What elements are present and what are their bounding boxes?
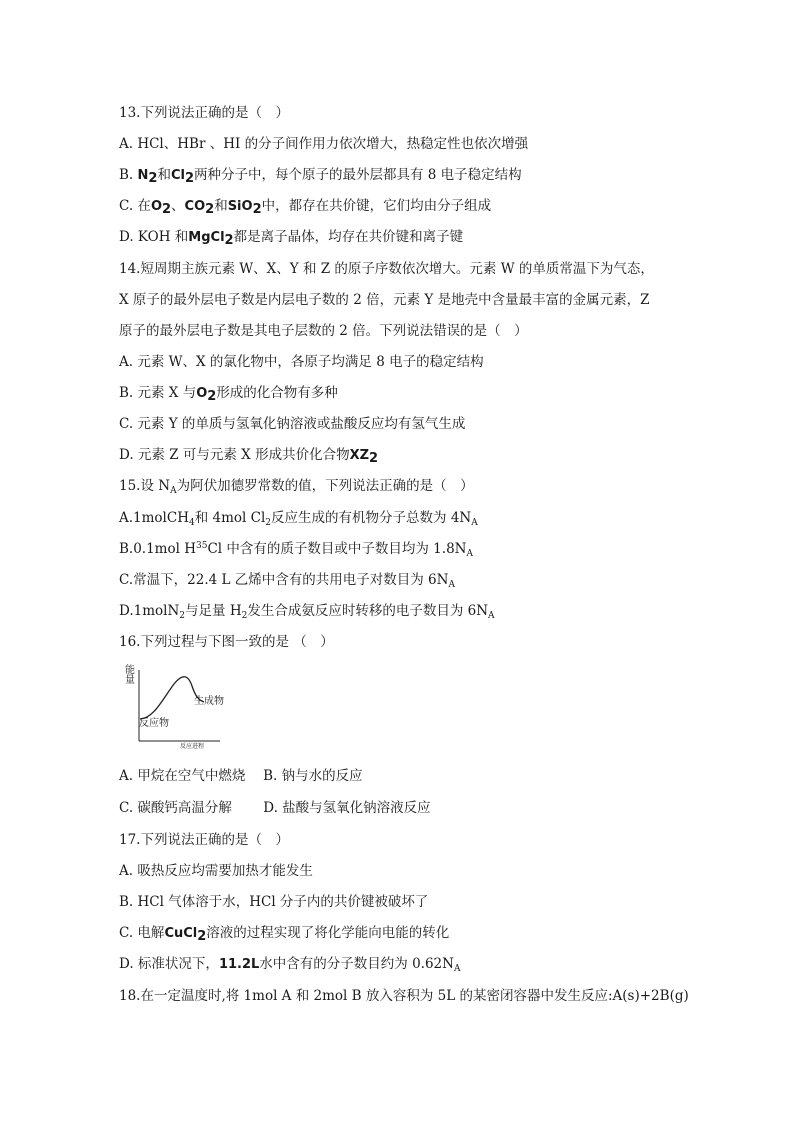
q18-stem: 18.在一定温度时,将 1mol A 和 2mol B 放入容积为 5L 的某密闭容器中发生反应:A(s)+2B(g)	[119, 988, 689, 1004]
q15-option-b: B.0.1mol $H^{35}Cl$ 中含有的质子数目或中子数目均为 $1.8N_A$	[119, 541, 473, 559]
q15-stem: 15.设 $N_A$为阿伏加德罗常数的值，下列说法正确的是（ ）	[119, 478, 474, 496]
energy-axis-label: 能量	[125, 665, 135, 686]
q16-stem: 16.下列过程与下图一致的是 （ ）	[119, 634, 334, 650]
q15-option-a: A.1molCH$_4$和 4mol $Cl_2$反应生成的有机物分子总数为 $4N_A$	[119, 510, 478, 528]
energy-diagram-graphic	[124, 662, 230, 754]
q13-option-a: A. HCl、HBr 、HI 的分子间作用力依次增大，热稳定性也依次增强	[119, 136, 529, 152]
q13-stem: 13.下列说法正确的是（ ）	[119, 105, 289, 121]
energy-diagram	[124, 662, 230, 754]
q15-option-c: C.常温下，22.4 L 乙烯中含有的共用电子对数目为 $6N_A$	[119, 572, 455, 590]
reaction-progress-label: 反应进程	[180, 743, 205, 750]
q14-option-c: C. 元素 Y 的单质与氢氧化钠溶液或盐酸反应均有氢气生成	[119, 416, 466, 432]
q13-option-b: B. $N_2$和$Cl_2$两种分子中，每个原子的最外层都具有 8 电子稳定结构	[119, 167, 522, 186]
q15-option-d: D.1molN$_2$与足量 $H_2$发生合成氨反应时转移的电子数目为 $6N_A$	[119, 603, 495, 621]
q13-option-c: C. 在$O_2$、$CO_2$和SiO$_2$中，都存在共价键，它们均由分子组成	[119, 198, 492, 217]
q13-option-d: D. KOH 和MgCl$_2$都是离子晶体，均存在共价键和离子键	[119, 229, 464, 248]
q14-option-a: A. 元素 W、X 的氯化物中，各原子均满足 8 电子的稳定结构	[119, 354, 484, 370]
product-label: 生成物	[194, 696, 224, 707]
q14-option-d: D. 元素 Z 可与元素 X 形成共价化合物$XZ_2$	[119, 447, 379, 466]
q17-option-c: C. 电解CuCl$_2$溶液的过程实现了将化学能向电能的转化	[119, 925, 450, 944]
q14-stem-line3: 原子的最外层电子数是其电子层数的 2 倍。下列说法错误的是（ ）	[119, 323, 528, 339]
q14-option-b: B. 元素 X 与$O_2$形成的化合物有多种	[119, 385, 338, 404]
q16-options-cd: C. 碳酸钙高温分解 D. 盐酸与氢氧化钠溶液反应	[119, 800, 431, 816]
reactant-label: 反应物	[139, 718, 169, 729]
q17-stem: 17.下列说法正确的是（ ）	[119, 832, 289, 848]
q17-option-d: D. 标准状况下，11.2L水中含有的分子数目约为 $0.62N_A$	[119, 956, 461, 974]
q17-option-b: B. HCl 气体溶于水，HCl 分子内的共价键被破坏了	[119, 894, 429, 910]
q16-options-ab: A. 甲烷在空气中燃烧 B. 钠与水的反应	[119, 768, 363, 784]
q14-stem-line1: 14.短周期主族元素 W、X、Y 和 Z 的原子序数依次增大。元素 W 的单质常温下为气态，	[119, 261, 654, 277]
q14-stem-line2: X 原子的最外层电子数是内层电子数的 2 倍，元素 Y 是地壳中含量最丰富的金属元素，Z	[119, 292, 650, 308]
q17-option-a: A. 吸热反应均需要加热才能发生	[119, 863, 313, 879]
